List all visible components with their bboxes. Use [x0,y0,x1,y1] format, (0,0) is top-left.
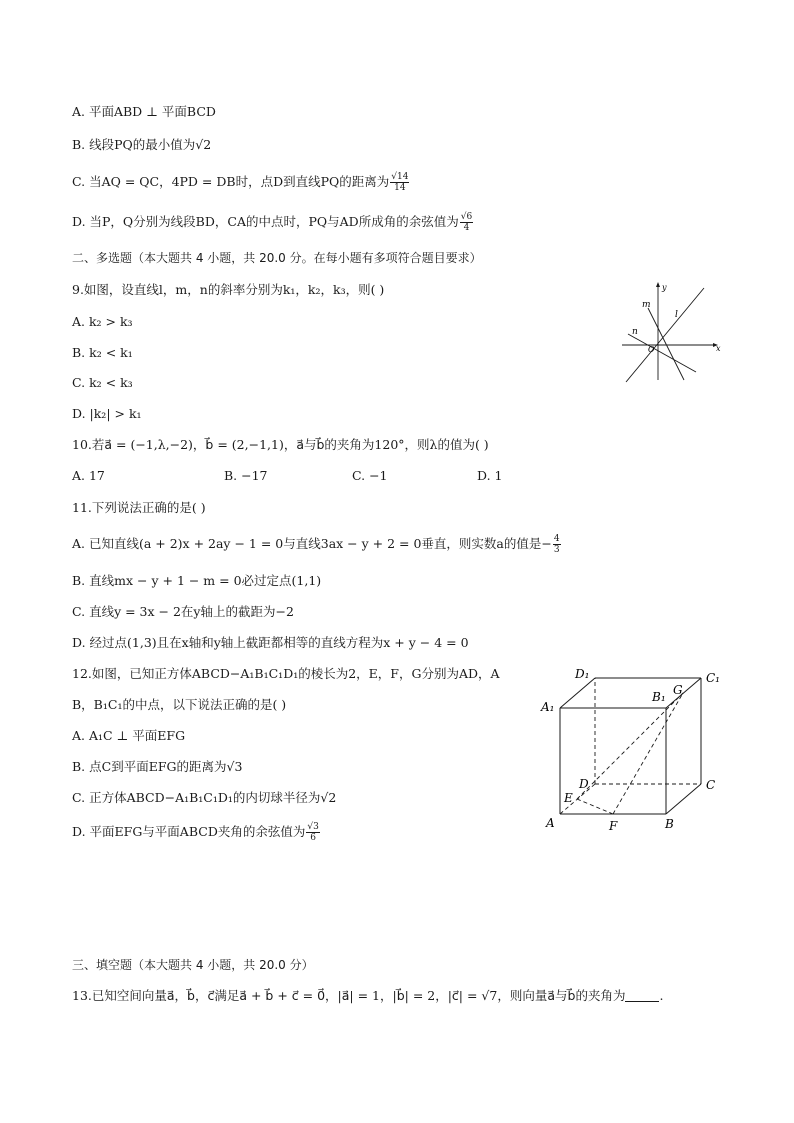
line-m-label: m [642,300,651,310]
q10-option-d: D. 1 [477,468,503,483]
q11-option-c: C. 直线y = 3x − 2在y轴上的截距为−2 [72,604,294,619]
answer-blank [625,1001,659,1002]
vertex-c-label: C [706,778,716,792]
origin-label: O [648,345,655,354]
vertex-b1-label: B₁ [652,690,666,704]
q8-option-a: A. 平面ABD ⊥ 平面BCD [72,104,216,119]
line-l-label: l [675,310,678,320]
q8-option-c-text: C. 当AQ = QC，4PD = DB时，点D到直线PQ的距离为 [72,174,390,189]
edge-cb [666,784,701,814]
fraction [390,172,409,193]
q13-period: . [659,988,664,1003]
edge-c1b1 [666,678,701,708]
q9-stem: 9.如图，设直线l，m，n的斜率分别为k₁，k₂，k₃，则( ) [72,282,385,297]
segment-ef [577,799,613,814]
q9-option-b: B. k₂ < k₁ [72,345,133,360]
point-g-label: G [673,683,683,697]
fraction-numerator: √14 [391,172,409,182]
q10-stem: 10.若a⃗ = (−1,λ,−2)，b⃗ = (2,−1,1)，a⃗与b⃗的夹角为120°，则λ的值为( ) [72,437,489,452]
point-e-label: E [564,791,573,805]
q12-option-b: B. 点C到平面EFG的距离为√3 [72,759,243,774]
fraction-numerator: 4 [553,534,560,544]
vertex-d1-label: D₁ [575,667,590,681]
fraction [553,534,561,555]
q10-option-a: A. 17 [72,468,105,483]
q9-option-c: C. k₂ < k₃ [72,375,133,390]
segment-fg [613,693,683,814]
line-n [628,334,696,372]
q9-option-d: D. |k₂| > k₁ [72,406,142,421]
section-heading-fill-in: 三、填空题（本大题共 4 小题，共 20.0 分） [72,958,314,972]
q9-option-a: A. k₂ > k₃ [72,314,133,329]
y-axis-arrow-icon [656,282,660,287]
fraction [306,822,319,843]
q11-option-a [72,534,562,555]
q8-option-d-text: D. 当P，Q分别为线段BD，CA的中点时，PQ与AD所成角的余弦值为 [72,214,459,229]
q8-option-d [72,212,474,233]
fraction-denominator: 4 [463,223,470,233]
vertex-a1-label: A₁ [541,700,555,714]
vertex-b-label: B [665,817,674,831]
q9-figure [620,280,724,384]
point-f-label: F [609,819,618,833]
q12-option-d [72,822,321,843]
fraction-numerator: √6 [460,212,473,222]
q10-option-b: B. −17 [224,468,268,483]
q10-option-c: C. −1 [352,468,388,483]
edge-a1d1 [560,678,595,708]
q11-stem: 11.下列说法正确的是( ) [72,500,206,515]
segment-eg [577,693,683,799]
q13-stem [72,988,663,1004]
q11-option-d: D. 经过点(1,3)且在x轴和y轴上截距都相等的直线方程为x + y − 4 = 0 [72,635,469,650]
q12-option-c: C. 正方体ABCD−A₁B₁C₁D₁的内切球半径为√2 [72,790,337,805]
q8-option-b: B. 线段PQ的最小值为√2 [72,137,212,152]
x-axis-label: x [716,344,721,353]
fraction-numerator: √3 [307,822,319,832]
fraction [460,212,473,233]
line-n-label: n [632,327,638,337]
q11-option-a-text: A. 已知直线(a + 2)x + 2ay − 1 = 0与直线3ax − y + 2 = 0垂直，则实数a的值是− [72,536,552,551]
q12-stem-line1: 12.如图，已知正方体ABCD−A₁B₁C₁D₁的棱长为2，E，F，G分别为AD，A [72,666,500,681]
vertex-c1-label: C₁ [706,671,720,685]
q12-option-d-text: D. 平面EFG与平面ABCD夹角的余弦值为 [72,824,306,839]
fraction-denominator: 3 [553,545,560,555]
q12-option-a: A. A₁C ⊥ 平面EFG [72,728,186,743]
q13-stem-text: 13.已知空间向量a⃗，b⃗，c⃗满足a⃗ + b⃗ + c⃗ = 0⃗，|a⃗| = 1，|b⃗| = 2，|c⃗| = √7，则向量a⃗与b⃗的夹角为 [72,988,626,1003]
section-heading-multiple-choice: 二、多选题（本大题共 4 小题，共 20.0 分。在每小题有多项符合题目要求） [72,251,482,265]
q12-cube-figure [538,662,728,840]
q11-option-b: B. 直线mx − y + 1 − m = 0必过定点(1,1) [72,573,322,588]
y-axis-label: y [662,283,667,292]
q8-option-c [72,172,410,193]
fraction-denominator: 6 [310,833,316,843]
fraction-denominator: 14 [394,183,406,193]
q12-stem-line2: B，B₁C₁的中点，以下说法正确的是( ) [72,697,287,712]
vertex-d-label: D [579,777,589,791]
vertex-a-label: A [546,816,555,830]
